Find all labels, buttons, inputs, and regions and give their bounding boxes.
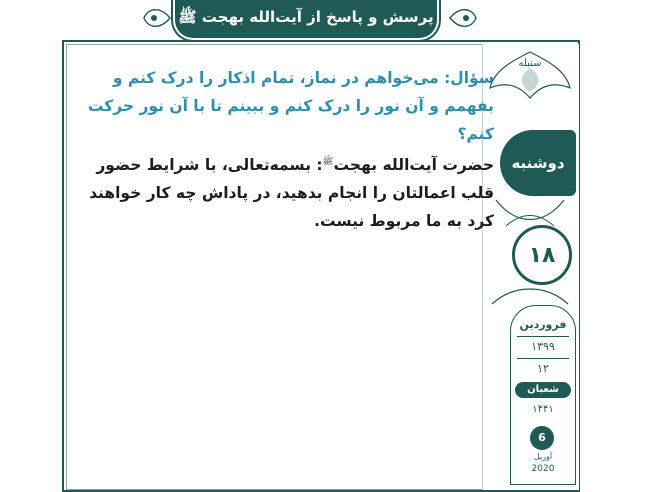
gregorian-year: 2020: [531, 464, 555, 474]
gregorian-day: 6: [530, 426, 554, 450]
answer-speaker: حضرت آیت‌الله بهجت: [333, 156, 494, 175]
day-number-circle: [512, 225, 572, 285]
answer-body: : بسمه‌تعالی، با شرایط حضور قلب اعمالتان را انجام بدهید، در پاداش چه کار خواهند کرد به ما مربوط نیست.: [89, 156, 494, 231]
weekday-label: دوشنبه: [511, 154, 565, 172]
lunar-day: ۱۲: [537, 362, 549, 375]
divider: [517, 358, 569, 359]
right-ornament-icon: [448, 4, 480, 32]
honorific-mark: ﷺ: [322, 157, 334, 167]
answer-text: [70, 148, 494, 235]
qa-content: [70, 64, 494, 235]
header-banner: [175, 0, 437, 38]
gregorian-month: آوریل: [533, 452, 553, 461]
page-title: پرسش و پاسخ از آیت‌الله بهجت ﷺ: [178, 8, 434, 26]
weekday-badge: [500, 130, 576, 196]
lunar-year: ۱۴۴۱: [532, 404, 554, 415]
lunar-month: شعبان: [515, 382, 571, 398]
solar-year: ۱۳۹۹: [531, 340, 555, 353]
divider: [517, 336, 569, 337]
top-label: سنبله: [518, 58, 542, 69]
solar-month: فروردین: [519, 318, 567, 331]
date-block: [510, 305, 576, 485]
left-ornament-icon: [140, 4, 172, 32]
day-number: ۱۸: [528, 242, 556, 268]
question-text: سؤال: می‌خواهم در نماز، تمام اذکار را درک کنم و بفهمم و آن نور را درک کنم و ببینم تا با آن نور حرکت کنم؟: [87, 69, 494, 143]
leaf-ornament-icon: [486, 280, 574, 308]
